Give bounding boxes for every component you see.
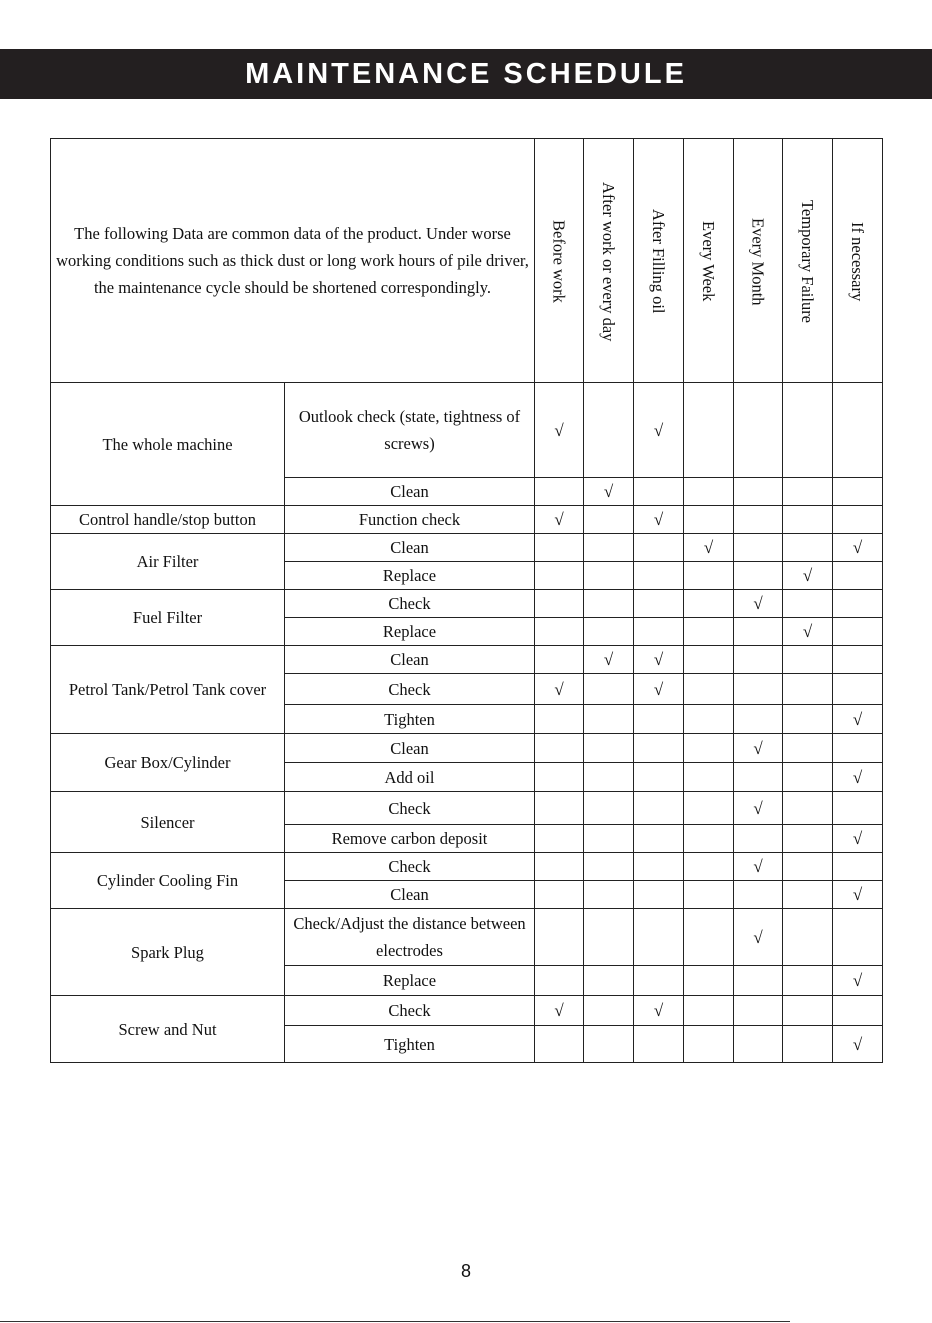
empty-cell bbox=[535, 763, 584, 792]
empty-cell bbox=[734, 478, 783, 506]
empty-cell bbox=[684, 646, 734, 674]
empty-cell bbox=[535, 825, 584, 853]
empty-cell bbox=[584, 590, 634, 618]
action-cell: Clean bbox=[285, 734, 535, 763]
check-mark: √ bbox=[634, 646, 684, 674]
table-row bbox=[51, 646, 883, 674]
maintenance-table bbox=[50, 138, 883, 1063]
empty-cell bbox=[584, 705, 634, 734]
check-mark: √ bbox=[634, 383, 684, 478]
table-row bbox=[51, 734, 883, 763]
action-cell: Replace bbox=[285, 966, 535, 996]
header-row bbox=[51, 139, 883, 383]
empty-cell bbox=[783, 590, 833, 618]
empty-cell bbox=[833, 478, 883, 506]
action-cell: Replace bbox=[285, 562, 535, 590]
empty-cell bbox=[783, 478, 833, 506]
empty-cell bbox=[684, 383, 734, 478]
empty-cell bbox=[833, 383, 883, 478]
empty-cell bbox=[833, 909, 883, 966]
empty-cell bbox=[584, 734, 634, 763]
item-cell: Air Filter bbox=[51, 534, 285, 590]
action-cell: Check bbox=[285, 996, 535, 1026]
empty-cell bbox=[684, 881, 734, 909]
column-header: Before work bbox=[535, 139, 584, 383]
empty-cell bbox=[783, 763, 833, 792]
empty-cell bbox=[584, 966, 634, 996]
empty-cell bbox=[783, 705, 833, 734]
action-cell: Clean bbox=[285, 534, 535, 562]
empty-cell bbox=[584, 1026, 634, 1063]
empty-cell bbox=[783, 506, 833, 534]
empty-cell bbox=[634, 534, 684, 562]
empty-cell bbox=[684, 674, 734, 705]
empty-cell bbox=[634, 590, 684, 618]
column-header: Every Month bbox=[734, 139, 783, 383]
empty-cell bbox=[783, 534, 833, 562]
check-mark: √ bbox=[783, 618, 833, 646]
check-mark: √ bbox=[734, 734, 783, 763]
empty-cell bbox=[535, 590, 584, 618]
table-row bbox=[51, 506, 883, 534]
empty-cell bbox=[584, 618, 634, 646]
check-mark: √ bbox=[535, 383, 584, 478]
empty-cell bbox=[833, 506, 883, 534]
check-mark: √ bbox=[833, 1026, 883, 1063]
check-mark: √ bbox=[684, 534, 734, 562]
empty-cell bbox=[535, 881, 584, 909]
table-row bbox=[51, 909, 883, 966]
check-mark: √ bbox=[783, 562, 833, 590]
empty-cell bbox=[783, 792, 833, 825]
action-cell: Check/Adjust the distance between electrodes bbox=[285, 909, 535, 966]
empty-cell bbox=[684, 763, 734, 792]
empty-cell bbox=[734, 996, 783, 1026]
column-header: After work or every day bbox=[584, 139, 634, 383]
action-cell: Clean bbox=[285, 646, 535, 674]
empty-cell bbox=[584, 881, 634, 909]
item-cell: Fuel Filter bbox=[51, 590, 285, 646]
column-header: After Filling oil bbox=[634, 139, 684, 383]
empty-cell bbox=[783, 825, 833, 853]
empty-cell bbox=[535, 618, 584, 646]
check-mark: √ bbox=[584, 646, 634, 674]
empty-cell bbox=[584, 996, 634, 1026]
empty-cell bbox=[833, 996, 883, 1026]
empty-cell bbox=[684, 590, 734, 618]
page-number: 8 bbox=[460, 1261, 471, 1281]
empty-cell bbox=[833, 792, 883, 825]
action-cell: Tighten bbox=[285, 705, 535, 734]
empty-cell bbox=[535, 534, 584, 562]
item-cell: Control handle/stop button bbox=[51, 506, 285, 534]
item-cell: Spark Plug bbox=[51, 909, 285, 996]
empty-cell bbox=[734, 1026, 783, 1063]
empty-cell bbox=[734, 646, 783, 674]
empty-cell bbox=[584, 909, 634, 966]
action-cell: Check bbox=[285, 590, 535, 618]
empty-cell bbox=[584, 562, 634, 590]
action-cell: Replace bbox=[285, 618, 535, 646]
check-mark: √ bbox=[833, 881, 883, 909]
table-row bbox=[51, 853, 883, 881]
check-mark: √ bbox=[634, 996, 684, 1026]
item-cell: Cylinder Cooling Fin bbox=[51, 853, 285, 909]
empty-cell bbox=[634, 909, 684, 966]
empty-cell bbox=[584, 825, 634, 853]
empty-cell bbox=[833, 734, 883, 763]
empty-cell bbox=[684, 909, 734, 966]
check-mark: √ bbox=[734, 590, 783, 618]
check-mark: √ bbox=[734, 853, 783, 881]
empty-cell bbox=[783, 734, 833, 763]
check-mark: √ bbox=[734, 909, 783, 966]
action-cell: Check bbox=[285, 853, 535, 881]
empty-cell bbox=[535, 792, 584, 825]
empty-cell bbox=[634, 825, 684, 853]
empty-cell bbox=[584, 383, 634, 478]
empty-cell bbox=[535, 734, 584, 763]
table-row bbox=[51, 383, 883, 478]
empty-cell bbox=[684, 966, 734, 996]
empty-cell bbox=[833, 674, 883, 705]
empty-cell bbox=[684, 478, 734, 506]
empty-cell bbox=[783, 996, 833, 1026]
item-cell: Gear Box/Cylinder bbox=[51, 734, 285, 792]
empty-cell bbox=[734, 383, 783, 478]
empty-cell bbox=[535, 966, 584, 996]
action-cell: Check bbox=[285, 792, 535, 825]
empty-cell bbox=[734, 705, 783, 734]
empty-cell bbox=[734, 506, 783, 534]
check-mark: √ bbox=[833, 825, 883, 853]
empty-cell bbox=[584, 763, 634, 792]
empty-cell bbox=[584, 534, 634, 562]
empty-cell bbox=[684, 506, 734, 534]
empty-cell bbox=[684, 825, 734, 853]
table-row bbox=[51, 590, 883, 618]
check-mark: √ bbox=[833, 705, 883, 734]
action-cell: Function check bbox=[285, 506, 535, 534]
empty-cell bbox=[833, 646, 883, 674]
action-cell: Outlook check (state, tightness of screws) bbox=[285, 383, 535, 478]
empty-cell bbox=[783, 853, 833, 881]
check-mark: √ bbox=[584, 478, 634, 506]
empty-cell bbox=[634, 562, 684, 590]
empty-cell bbox=[634, 763, 684, 792]
empty-cell bbox=[734, 966, 783, 996]
empty-cell bbox=[684, 734, 734, 763]
check-mark: √ bbox=[535, 506, 584, 534]
check-mark: √ bbox=[634, 674, 684, 705]
check-mark: √ bbox=[535, 674, 584, 705]
empty-cell bbox=[783, 1026, 833, 1063]
empty-cell bbox=[535, 705, 584, 734]
empty-cell bbox=[684, 1026, 734, 1063]
empty-cell bbox=[783, 674, 833, 705]
check-mark: √ bbox=[535, 996, 584, 1026]
table-row bbox=[51, 534, 883, 562]
check-mark: √ bbox=[634, 506, 684, 534]
empty-cell bbox=[634, 792, 684, 825]
bottom-divider bbox=[0, 1321, 790, 1322]
empty-cell bbox=[535, 1026, 584, 1063]
empty-cell bbox=[734, 534, 783, 562]
empty-cell bbox=[783, 646, 833, 674]
empty-cell bbox=[634, 1026, 684, 1063]
empty-cell bbox=[734, 881, 783, 909]
title-bar bbox=[0, 49, 932, 99]
item-cell: Petrol Tank/Petrol Tank cover bbox=[51, 646, 285, 734]
empty-cell bbox=[634, 478, 684, 506]
empty-cell bbox=[584, 506, 634, 534]
column-header: If necessary bbox=[833, 139, 883, 383]
page-title: MAINTENANCE SCHEDULE bbox=[245, 57, 687, 90]
action-cell: Add oil bbox=[285, 763, 535, 792]
empty-cell bbox=[584, 853, 634, 881]
empty-cell bbox=[833, 853, 883, 881]
empty-cell bbox=[783, 909, 833, 966]
empty-cell bbox=[535, 646, 584, 674]
item-cell: The whole machine bbox=[51, 383, 285, 506]
empty-cell bbox=[684, 618, 734, 646]
action-cell: Tighten bbox=[285, 1026, 535, 1063]
action-cell: Remove carbon deposit bbox=[285, 825, 535, 853]
check-mark: √ bbox=[734, 792, 783, 825]
empty-cell bbox=[634, 853, 684, 881]
column-header: Every Week bbox=[684, 139, 734, 383]
empty-cell bbox=[734, 763, 783, 792]
empty-cell bbox=[684, 705, 734, 734]
empty-cell bbox=[833, 618, 883, 646]
empty-cell bbox=[634, 705, 684, 734]
check-mark: √ bbox=[833, 763, 883, 792]
table-row bbox=[51, 792, 883, 825]
table-row bbox=[51, 996, 883, 1026]
empty-cell bbox=[783, 966, 833, 996]
empty-cell bbox=[783, 383, 833, 478]
empty-cell bbox=[684, 853, 734, 881]
action-cell: Clean bbox=[285, 881, 535, 909]
empty-cell bbox=[734, 674, 783, 705]
empty-cell bbox=[584, 792, 634, 825]
empty-cell bbox=[535, 853, 584, 881]
empty-cell bbox=[634, 618, 684, 646]
empty-cell bbox=[833, 590, 883, 618]
empty-cell bbox=[535, 909, 584, 966]
action-cell: Clean bbox=[285, 478, 535, 506]
empty-cell bbox=[634, 734, 684, 763]
column-header: Temporary Failure bbox=[783, 139, 833, 383]
empty-cell bbox=[783, 881, 833, 909]
empty-cell bbox=[584, 674, 634, 705]
empty-cell bbox=[684, 792, 734, 825]
empty-cell bbox=[684, 996, 734, 1026]
empty-cell bbox=[833, 562, 883, 590]
empty-cell bbox=[535, 478, 584, 506]
action-cell: Check bbox=[285, 674, 535, 705]
check-mark: √ bbox=[833, 534, 883, 562]
empty-cell bbox=[684, 562, 734, 590]
empty-cell bbox=[734, 562, 783, 590]
item-cell: Screw and Nut bbox=[51, 996, 285, 1063]
intro-note: The following Data are common data of the product. Under worse working conditions such as thick dust or long work hours of pile driver, the maintenance cycle should be shortened correspondingly. bbox=[51, 139, 535, 383]
empty-cell bbox=[734, 618, 783, 646]
check-mark: √ bbox=[833, 966, 883, 996]
item-cell: Silencer bbox=[51, 792, 285, 853]
empty-cell bbox=[634, 966, 684, 996]
empty-cell bbox=[634, 881, 684, 909]
empty-cell bbox=[734, 825, 783, 853]
empty-cell bbox=[535, 562, 584, 590]
